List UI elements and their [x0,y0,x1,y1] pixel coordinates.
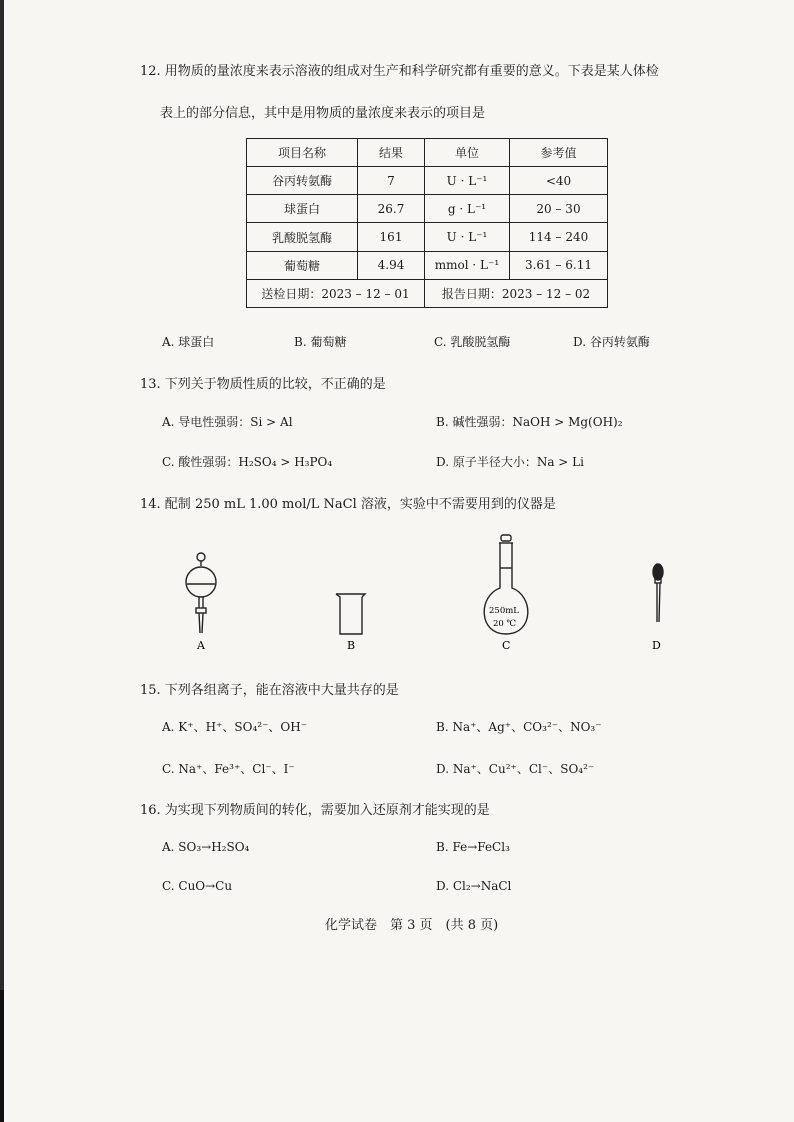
q16-option-a: A. SO₃→H₂SO₄ [162,840,250,854]
q12-option-b: B. 葡萄糖 [294,335,347,349]
scan-edge [0,0,4,1122]
table-cell: <40 [510,167,608,195]
table-footer-left: 送检日期：2023 – 12 – 01 [247,279,425,307]
page-footer: 化学试卷 第 3 页 (共 8 页) [325,918,499,933]
beaker-icon [336,594,365,634]
q14-stem: 14. 配制 250 mL 1.00 mol/L NaCl 溶液，实验中不需要用到的仪器是 [140,497,556,512]
table-cell: 谷丙转氨酶 [247,167,358,195]
q16-option-c: C. CuO→Cu [162,879,233,893]
table-cell: 20 – 30 [510,195,608,223]
figure-label-d: D [652,639,661,652]
table-header-row [247,139,608,167]
table-cell: 4.94 [358,251,425,279]
q13-option-c: C. 酸性强弱：H₂SO₄ > H₃PO₄ [162,455,333,469]
table-cell: U · L⁻¹ [425,167,510,195]
table-cell: mmol · L⁻¹ [425,251,510,279]
table-footer-row [247,279,608,307]
q16-option-d: D. Cl₂→NaCl [436,879,512,893]
separatory-funnel-icon [186,553,216,633]
scan-edge-dark [0,990,4,1122]
table-cell: 114 – 240 [510,223,608,251]
q15-option-a: A. K⁺、H⁺、SO₄²⁻、OH⁻ [162,720,308,734]
table-cell: 3.61 – 6.11 [510,251,608,279]
table-cell: 乳酸脱氢酶 [247,223,358,251]
q15-stem: 15. 下列各组离子，能在溶液中大量共存的是 [140,683,399,698]
q15-option-b: B. Na⁺、Ag⁺、CO₃²⁻、NO₃⁻ [436,720,602,734]
table-header-cell: 项目名称 [247,139,358,167]
table-cell: g · L⁻¹ [425,195,510,223]
q12-stem-line2: 表上的部分信息，其中是用物质的量浓度来表示的项目是 [160,106,486,121]
figure-label-a: A [197,639,205,652]
table-cell: 7 [358,167,425,195]
q12-stem-line1: 12. 用物质的量浓度来表示溶液的组成对生产和科学研究都有重要的意义。下表是某人体检 [140,64,659,79]
table-cell: 26.7 [358,195,425,223]
table-row [247,195,608,223]
dropper-icon [653,564,663,622]
flask-temperature-label: 20 ℃ [493,619,517,629]
figure-label-b: B [347,639,356,652]
table-cell: 葡萄糖 [247,251,358,279]
q15-option-c: C. Na⁺、Fe³⁺、Cl⁻、I⁻ [162,762,295,776]
q12-option-d: D. 谷丙转氨酶 [573,335,650,349]
q14-apparatus-figure [180,530,680,660]
table-cell: 球蛋白 [247,195,358,223]
table-row [247,167,608,195]
q13-option-a: A. 导电性强弱：Si > Al [162,415,293,429]
table-header-cell: 参考值 [510,139,608,167]
q16-stem: 16. 为实现下列物质间的转化，需要加入还原剂才能实现的是 [140,803,490,818]
table-header-cell: 结果 [358,139,425,167]
q16-option-b: B. Fe→FeCl₃ [436,840,510,854]
table-row [247,223,608,251]
table-row [247,251,608,279]
q13-option-d: D. 原子半径大小：Na > Li [436,455,584,469]
q12-table [246,138,608,308]
table-cell: 161 [358,223,425,251]
q13-option-b: B. 碱性强弱：NaOH > Mg(OH)₂ [436,415,623,429]
table-footer-right: 报告日期：2023 – 12 – 02 [425,279,608,307]
table-header-cell: 单位 [425,139,510,167]
q12-option-a: A. 球蛋白 [162,335,215,349]
table-cell: U · L⁻¹ [425,223,510,251]
figure-label-c: C [502,639,511,652]
q13-stem: 13. 下列关于物质性质的比较，不正确的是 [140,377,386,392]
q12-option-c: C. 乳酸脱氢酶 [434,335,511,349]
flask-volume-label: 250mL [489,606,519,616]
q15-option-d: D. Na⁺、Cu²⁺、Cl⁻、SO₄²⁻ [436,762,595,776]
